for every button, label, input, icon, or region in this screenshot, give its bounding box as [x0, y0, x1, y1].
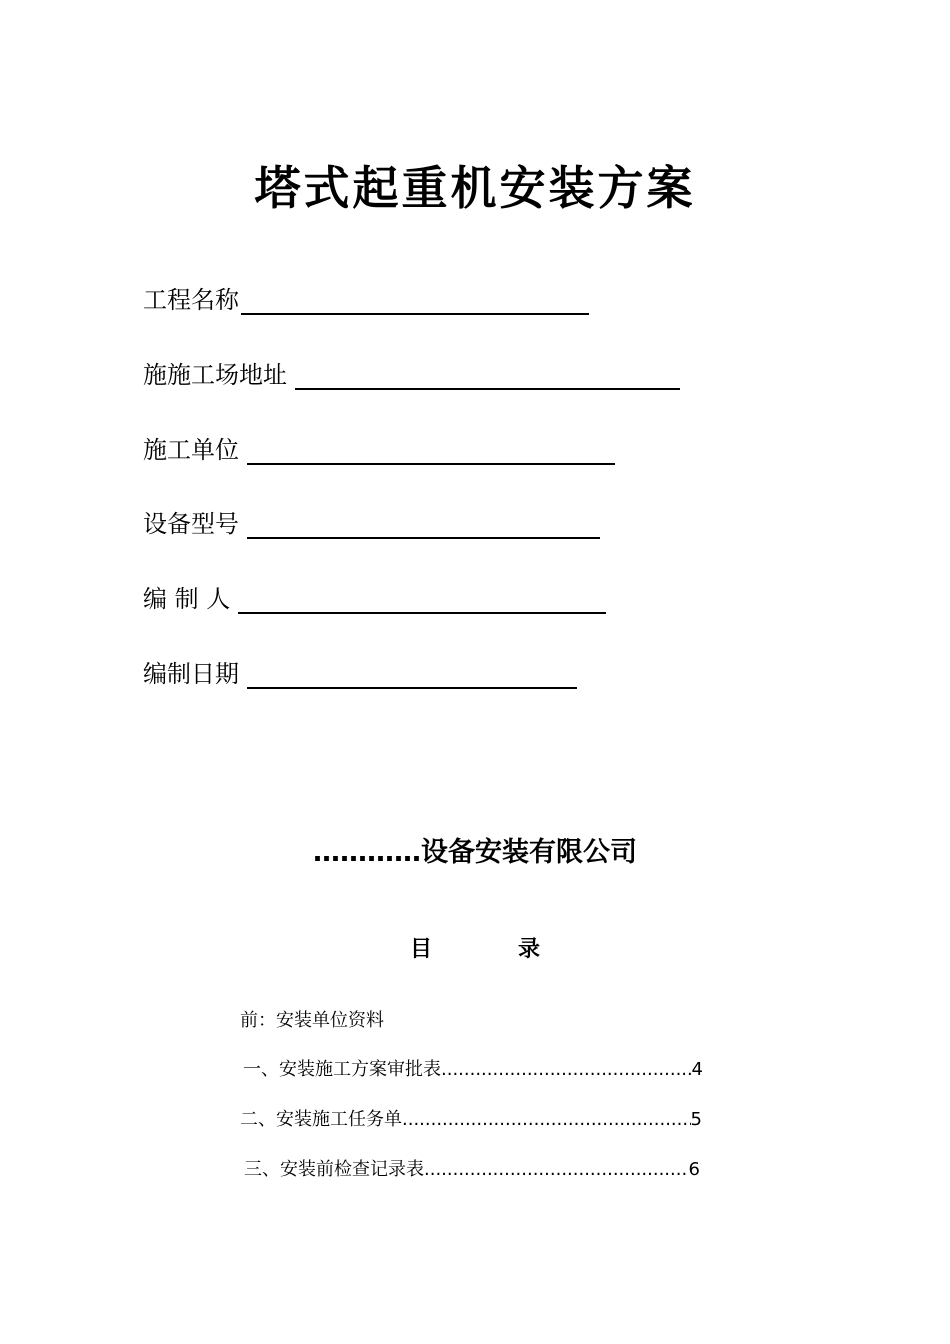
field-label: 施施工场地址 [143, 361, 287, 389]
toc-item-text: 三、安装前检查记录表 [244, 1159, 424, 1180]
blank-line [238, 590, 606, 614]
field-author [143, 584, 606, 614]
toc-item-text: 前：安装单位资料 [240, 1010, 384, 1031]
field-label: 施工单位 [143, 436, 239, 464]
company-name: …………设备安装有限公司 [313, 837, 637, 868]
blank-line [247, 665, 577, 689]
field-site-address [143, 360, 680, 390]
blank-line [247, 515, 600, 539]
field-construction-unit [143, 435, 615, 465]
toc-item-text: 一、安装施工方案审批表 [243, 1059, 441, 1080]
toc-leader-dots [424, 1158, 689, 1182]
toc-leader-dots [402, 1108, 691, 1132]
blank-line [247, 441, 615, 465]
field-project-name [143, 285, 589, 315]
toc-heading-right: 录 [518, 937, 541, 962]
toc-item-page: 5 [690, 1109, 702, 1130]
toc-item-text: 二、安装施工任务单 [240, 1109, 402, 1130]
toc-item-page: 4 [691, 1059, 703, 1080]
toc-item[interactable] [240, 1108, 702, 1132]
field-label: 编 制 人 [143, 585, 231, 613]
field-label: 工程名称 [143, 286, 239, 314]
field-label: 设备型号 [143, 510, 239, 538]
toc-item-page: 6 [688, 1159, 700, 1180]
toc-leader-dots [441, 1058, 692, 1082]
field-label: 编制日期 [143, 660, 239, 688]
toc-item[interactable] [243, 1058, 703, 1082]
blank-line [241, 291, 589, 315]
document-title: 塔式起重机安装方案 [254, 161, 696, 215]
field-date [143, 659, 577, 689]
field-equipment-model [143, 509, 600, 539]
blank-line [295, 366, 680, 390]
toc-item[interactable] [244, 1158, 700, 1182]
toc-heading-left: 目 [410, 937, 433, 962]
toc-item[interactable] [240, 1009, 384, 1033]
